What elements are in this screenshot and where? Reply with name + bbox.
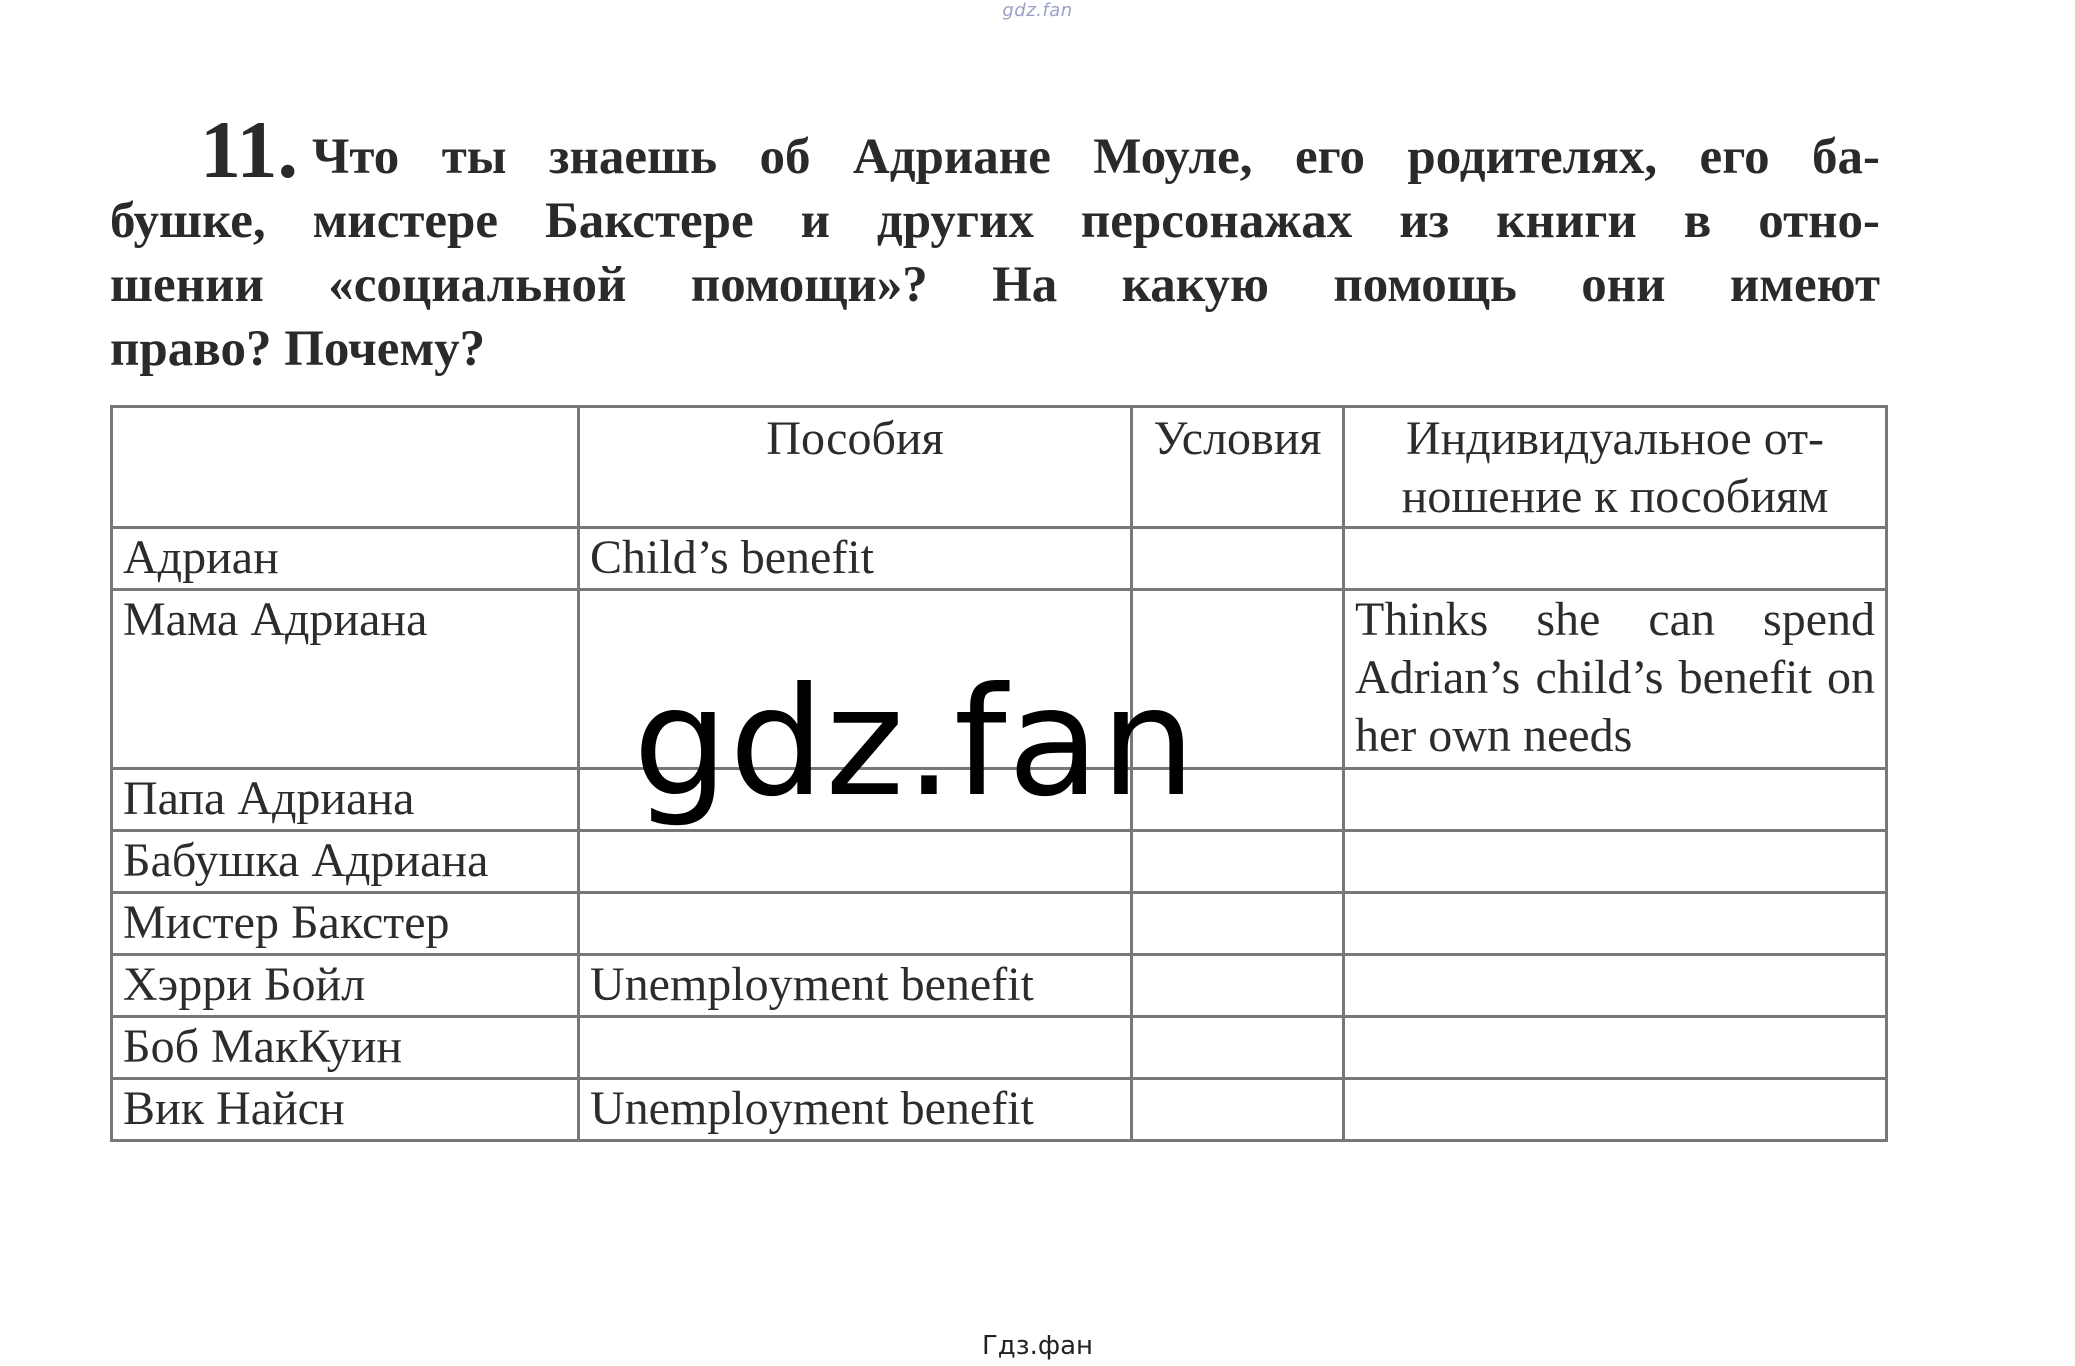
- cell-conditions: [1132, 955, 1344, 1017]
- header-attitude: [1344, 407, 1887, 528]
- task-line-1: [110, 104, 1880, 195]
- table-row: [112, 955, 1887, 1017]
- cell-benefit: [579, 893, 1132, 955]
- cell-name: Адриан: [112, 528, 579, 590]
- task-line-1-text: Что ты знаешь об Адриане Моуле, его родителях, его ба-: [311, 129, 1880, 185]
- cell-attitude: [1344, 1017, 1887, 1079]
- cell-conditions: [1132, 528, 1344, 590]
- cell-name: Бабушка Адриана: [112, 831, 579, 893]
- cell-name: Вик Найсн: [112, 1079, 579, 1141]
- cell-conditions: [1132, 1079, 1344, 1141]
- cell-benefit: Child’s benefit: [579, 528, 1132, 590]
- cell-name: Мистер Бакстер: [112, 893, 579, 955]
- cell-attitude: [1344, 955, 1887, 1017]
- cell-attitude: [1344, 893, 1887, 955]
- table-row: [112, 1079, 1887, 1141]
- center-watermark: gdz.fan: [633, 656, 1197, 830]
- table-row: [112, 831, 1887, 893]
- cell-name: Папа Адриана: [112, 769, 579, 831]
- table-row: [112, 528, 1887, 590]
- cell-attitude: [1344, 1079, 1887, 1141]
- task-text: [110, 104, 1880, 381]
- table-header-row: [112, 407, 1887, 528]
- cell-name: Хэрри Бойл: [112, 955, 579, 1017]
- cell-conditions: [1132, 831, 1344, 893]
- cell-attitude: [1344, 769, 1887, 831]
- task-number: 11.: [200, 104, 298, 195]
- header-conditions: Условия: [1132, 407, 1344, 528]
- cell-attitude: [1344, 528, 1887, 590]
- header-benefits: Пособия: [579, 407, 1132, 528]
- task-line-3: шении «социальной помощи»? На какую помощь они имеют: [110, 257, 1880, 313]
- header-empty: [112, 407, 579, 528]
- cell-attitude: Thinks she can spend Adrian’s child’s benefit on her own needs: [1344, 590, 1887, 769]
- cell-conditions: [1132, 1017, 1344, 1079]
- task-line-2: бушке, мистере Бакстере и других персонажах из книги в отно-: [110, 193, 1880, 249]
- bottom-watermark: Гдз.фан: [981, 1331, 1094, 1361]
- header-attitude-line-2: ношение к пособиям: [1401, 470, 1829, 523]
- cell-conditions: [1132, 893, 1344, 955]
- cell-benefit: [579, 1017, 1132, 1079]
- cell-attitude: [1344, 831, 1887, 893]
- cell-name: Мама Адриана: [112, 590, 579, 769]
- cell-benefit: Unemployment benefit: [579, 955, 1132, 1017]
- table-row: [112, 1017, 1887, 1079]
- task-line-4: право? Почему?: [110, 321, 486, 377]
- table-row: [112, 893, 1887, 955]
- header-attitude-line-1: Индивидуальное от-: [1405, 412, 1825, 465]
- cell-benefit: [579, 831, 1132, 893]
- cell-benefit: Unemployment benefit: [579, 1079, 1132, 1141]
- cell-name: Боб МакКуин: [112, 1017, 579, 1079]
- top-watermark: gdz.fan: [1002, 0, 1073, 21]
